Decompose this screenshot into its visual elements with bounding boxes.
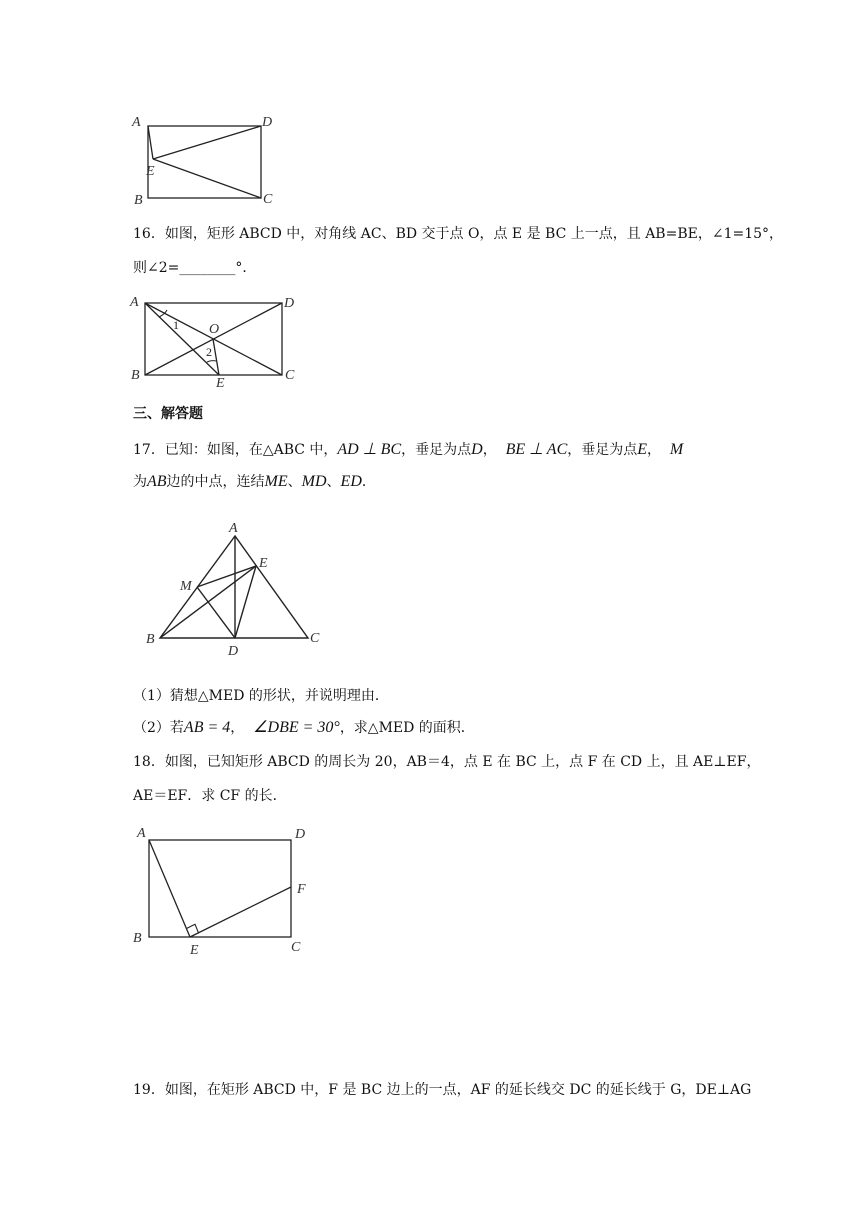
q17-sub2	[133, 718, 475, 738]
label-c: C	[285, 368, 295, 383]
label-b: B	[133, 931, 142, 946]
q17-text: ，垂足为点	[401, 442, 472, 458]
q17-math: ED	[340, 473, 362, 490]
q17-math: AB	[147, 473, 167, 490]
figure-18-rectangle	[128, 818, 328, 960]
figure-15-svg	[125, 108, 285, 208]
label-m: M	[180, 579, 192, 594]
rect-abcd	[148, 126, 261, 198]
q17-line2	[133, 472, 376, 492]
figure-16-svg	[125, 290, 315, 395]
label-b: B	[146, 632, 155, 647]
angle-2-arc	[207, 361, 216, 362]
figure-17-svg	[140, 516, 340, 661]
q19-line1: 19．如图，在矩形 ABCD 中，F 是 BC 边上的一点，AF 的延长线交 DC 的延长线于 G，DE⊥AG	[133, 1082, 752, 1098]
q17-math: AB = 4	[183, 719, 231, 736]
q17-math: MD	[301, 473, 327, 490]
segment-ed	[235, 566, 256, 638]
q17-text: 、	[326, 474, 341, 490]
q18-line1: 18．如图，已知矩形 ABCD 的周长为 20，AB＝4，点 E 在 BC 上，点 F 在 CD 上，且 AE⊥EF，	[133, 754, 761, 770]
section-heading: 三、解答题	[133, 406, 203, 422]
segment-ae	[149, 840, 190, 937]
q17-text: 为	[133, 474, 147, 490]
angle-1-label: 1	[173, 318, 179, 332]
figure-15-rectangle	[125, 108, 285, 208]
q16-line1: 16．如图，矩形 ABCD 中，对角线 AC、BD 交于点 O，点 E 是 BC 上一点，且 AB=BE，∠1=15°，	[133, 226, 784, 242]
label-e: E	[216, 376, 225, 391]
q18-line2: AE＝EF．求 CF 的长．	[133, 788, 287, 804]
q17-math: M	[669, 441, 684, 458]
q17-text: ，	[482, 442, 497, 458]
label-a: A	[229, 521, 238, 536]
label-d: D	[228, 644, 239, 659]
label-c: C	[263, 192, 273, 207]
q16-line2: 则∠2=________°．	[133, 260, 257, 276]
q17-text: 、	[287, 474, 302, 490]
q17-math: ∠DBE = 30°	[253, 719, 340, 736]
q17-text: ，求△MED 的面积．	[339, 720, 475, 736]
label-a: A	[137, 826, 146, 841]
q17-math: ME	[264, 473, 288, 490]
label-a: A	[132, 115, 141, 130]
label-f: F	[297, 882, 306, 897]
q17-text: 17．已知：如图，在△ABC 中，	[133, 442, 338, 458]
segment-md	[197, 587, 235, 638]
q17-math: E	[637, 441, 648, 458]
segment-ec	[153, 159, 261, 198]
label-b: B	[131, 368, 140, 383]
angle-2-label: 2	[206, 345, 212, 359]
q17-text: ，垂足为点	[567, 442, 638, 458]
label-d: D	[295, 827, 306, 842]
segment-ed	[153, 126, 261, 159]
label-o: O	[209, 322, 220, 337]
q17-text: （2）若	[133, 720, 184, 736]
segment-ae	[145, 303, 219, 375]
q17-math: AD ⊥ BC	[337, 441, 402, 458]
q17-line1	[133, 440, 683, 460]
label-c: C	[291, 940, 301, 955]
q17-text: ．	[361, 474, 376, 490]
q17-sub1: （1）猜想△MED 的形状，并说明理由．	[133, 688, 389, 704]
label-e: E	[190, 943, 199, 958]
label-e: E	[146, 164, 155, 179]
segment-ef	[190, 887, 291, 937]
label-b: B	[134, 193, 143, 208]
figure-18-svg	[128, 818, 328, 960]
figure-16-rectangle	[125, 290, 315, 395]
q17-math: BE ⊥ AC	[505, 441, 568, 458]
label-e: E	[259, 556, 268, 571]
q17-text: ，	[230, 720, 245, 736]
q17-math: D	[471, 441, 483, 458]
label-d: D	[262, 115, 273, 130]
q17-text: ，	[647, 442, 662, 458]
figure-17-triangle	[140, 516, 340, 661]
label-c: C	[310, 631, 320, 646]
label-d: D	[284, 296, 295, 311]
segment-ae	[148, 126, 153, 159]
q17-text: 边的中点，连结	[166, 474, 265, 490]
label-a: A	[130, 295, 139, 310]
